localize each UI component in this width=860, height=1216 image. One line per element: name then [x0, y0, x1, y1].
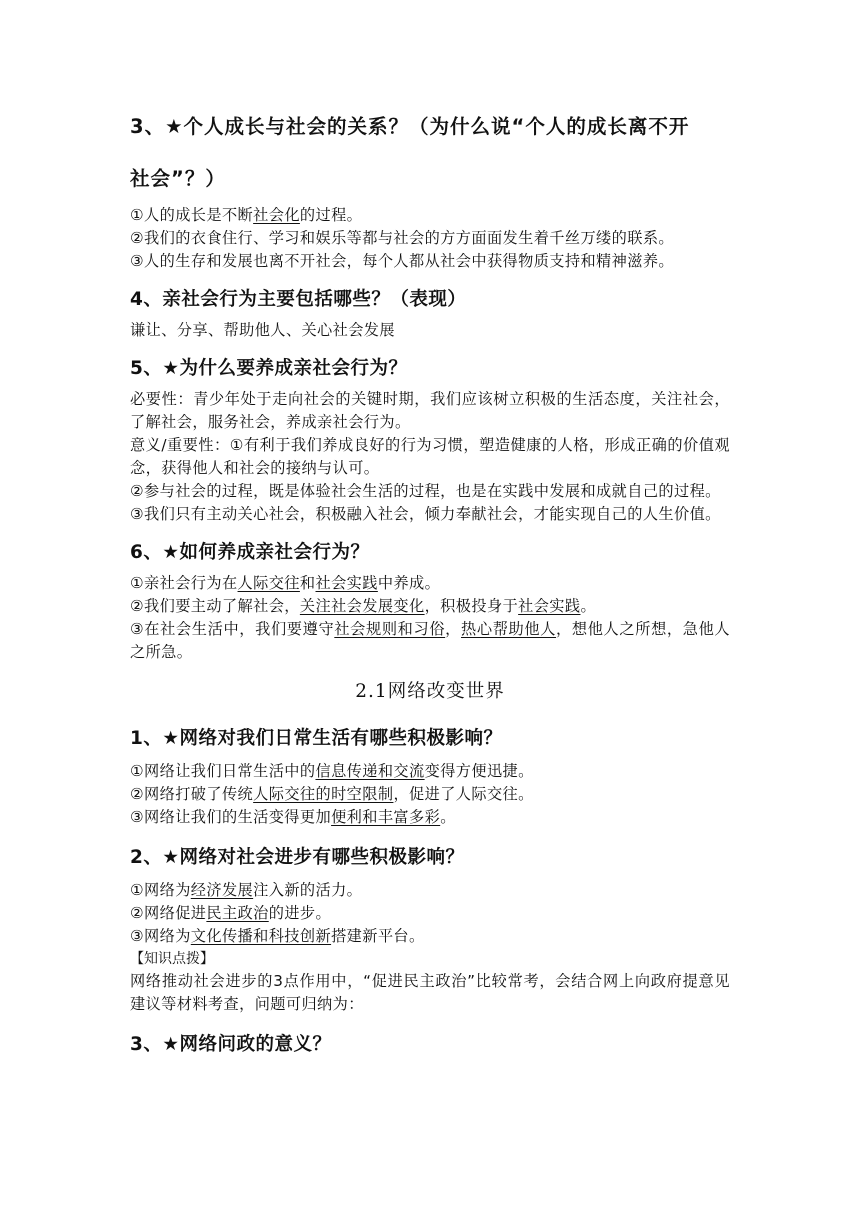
q3-point-1: ①人的成长是不断社会化的过程。: [130, 206, 363, 224]
n2-point-2: ②网络促进民主政治的进步。: [130, 904, 332, 922]
n1-point-1: ①网络让我们日常生活中的信息传递和交流变得方便迅捷。: [130, 762, 534, 780]
n1-title: 1、★网络对我们日常生活有哪些积极影响？: [130, 728, 503, 749]
q5-point-2: ②参与社会的过程，既是体验社会生活的过程，也是在实践中发展和成就自己的过程。: [130, 482, 721, 500]
q3-title-line2: 社会”？）: [130, 167, 226, 190]
q5-necessity: 必要性：青少年处于走向社会的关键时期，我们应该树立积极的生活态度，关注社会，了解社会，服务社会，养成亲社会行为。: [130, 390, 730, 431]
q6-point-2: ②我们要主动了解社会，关注社会发展变化，积极投身于社会实践。: [130, 597, 597, 615]
q3-point-2: ②我们的衣食住行、学习和娱乐等都与社会的方方面面发生着千丝万缕的联系。: [130, 229, 674, 247]
q4-point-1: 谦让、分享、帮助他人、关心社会发展: [130, 321, 395, 339]
q6-point-3: ③在社会生活中，我们要遵守社会规则和习俗，热心帮助他人，想他人之所想，急他人之所急。: [130, 620, 730, 661]
q4-title: 4、亲社会行为主要包括哪些？（表现）: [130, 289, 467, 310]
n2-point-3: ③网络为文化传播和科技创新搭建新平台。: [130, 927, 425, 945]
knowledge-tip-label: 【知识点拨】: [130, 951, 214, 967]
section-title: 2.1网络改变世界: [355, 681, 505, 702]
n1-point-2: ②网络打破了传统人际交往的时空限制，促进了人际交往。: [130, 785, 534, 803]
q3-point-3: ③人的生存和发展也离不开社会，每个人都从社会中获得物质支持和精神滋养。: [130, 252, 674, 270]
n2-point-1: ①网络为经济发展注入新的活力。: [130, 881, 363, 899]
q5-point-3: ③我们只有主动关心社会，积极融入社会，倾力奉献社会，才能实现自己的人生价值。: [130, 505, 721, 523]
n3-title: 3、★网络问政的意义？: [130, 1034, 332, 1055]
n2-title: 2、★网络对社会进步有哪些积极影响？: [130, 847, 465, 868]
knowledge-tip-text: 网络推动社会进步的3点作用中，“促进民主政治”比较常考，会结合网上向政府提意见建议等材料考查，问题可归纳为：: [130, 972, 730, 1013]
q6-point-1: ①亲社会行为在人际交往和社会实践中养成。: [130, 574, 441, 592]
q5-title: 5、★为什么要养成亲社会行为？: [130, 358, 408, 379]
q3-title-line1: 3、★个人成长与社会的关系？（为什么说“个人的成长离不开: [130, 115, 690, 138]
q6-title: 6、★如何养成亲社会行为？: [130, 542, 370, 563]
n1-point-3: ③网络让我们的生活变得更加便利和丰富多彩。: [130, 808, 456, 826]
q5-significance: 意义/重要性：①有利于我们养成良好的行为习惯，塑造健康的人格，形成正确的价值观念，获得他人和社会的接纳与认可。: [130, 436, 730, 477]
